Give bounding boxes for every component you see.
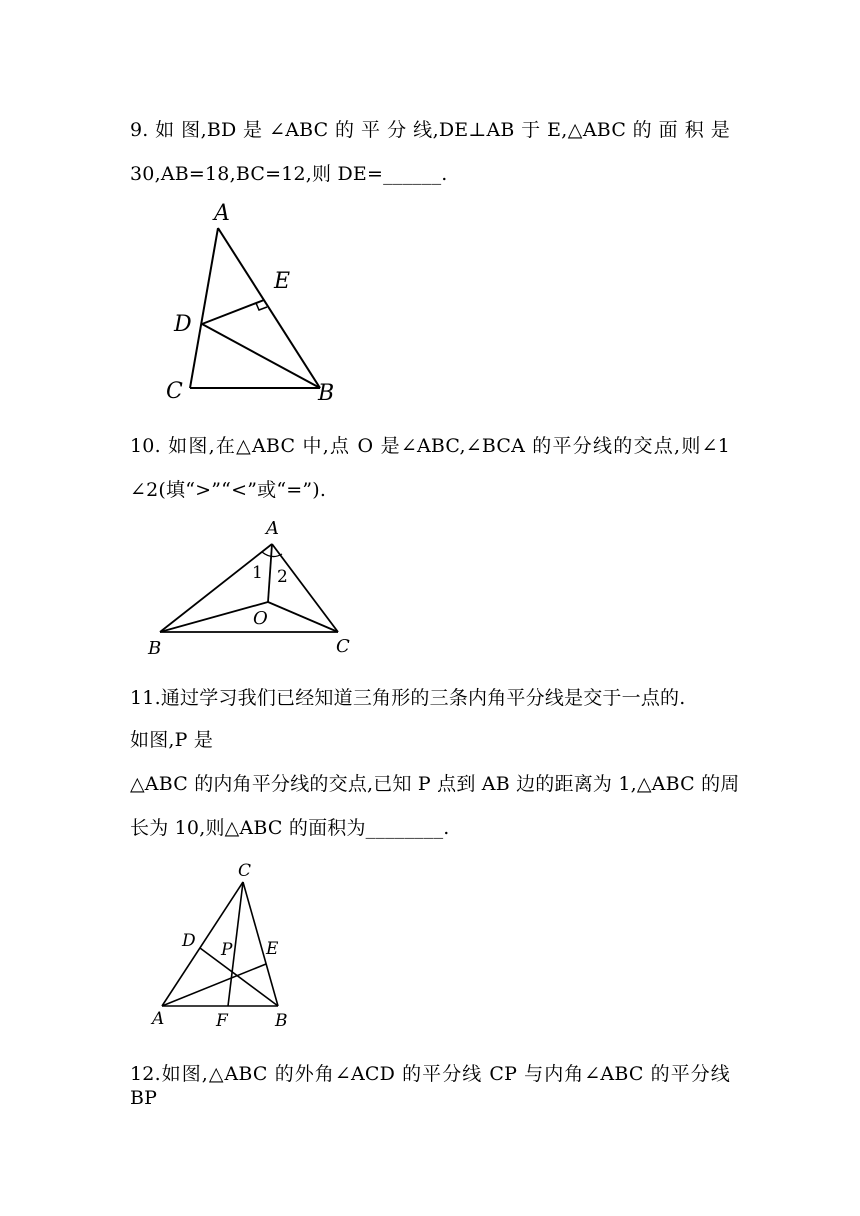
q11-label-f: F	[216, 1011, 228, 1031]
q10-label-c: C	[336, 636, 350, 657]
q10-text-line2: ∠2(填“>”“<”或“=”).	[130, 479, 327, 501]
q11-text-line4: 长为 10,则△ABC 的面积为________.	[130, 817, 450, 839]
q11-text-line1: 11.通过学习我们已经知道三角形的三条内角平分线是交于一点的.	[130, 687, 686, 709]
q11-text-line2: 如图,P 是	[130, 729, 214, 751]
q12-text-line1: 12.如图,△ABC 的外角∠ACD 的平分线 CP 与内角∠ABC 的平分线 BP	[130, 1063, 730, 1109]
q11-label-p: P	[221, 940, 233, 960]
q10-label-b: B	[148, 638, 162, 659]
q9-perpendicular-de	[202, 300, 264, 324]
q9-label-e: E	[274, 269, 291, 294]
q11-figure	[140, 856, 310, 1040]
q10-label-angle2: 2	[277, 567, 288, 587]
q9-figure	[160, 198, 360, 412]
q10-text-line1: 10. 如图,在△ABC 中,点 O 是∠ABC,∠BCA 的平分线的交点,则∠1	[130, 435, 730, 457]
q11-text-line3: △ABC 的内角平分线的交点,已知 P 点到 AB 边的距离为 1,△ABC 的周	[130, 773, 740, 795]
q9-side-ac	[190, 228, 218, 388]
q11-label-c: C	[238, 861, 252, 881]
q10-label-angle1: 1	[252, 563, 263, 583]
q11-label-e: E	[266, 939, 279, 959]
q9-bisector-bd	[202, 324, 320, 388]
q10-segment-ao	[268, 544, 272, 602]
q9-label-d: D	[174, 312, 192, 337]
q10-segment-bo	[160, 602, 268, 632]
q10-figure	[140, 514, 380, 668]
q9-text-line1: 9. 如 图,BD 是 ∠ABC 的 平 分 线,DE⊥AB 于 E,△ABC 的 面 积 是	[130, 119, 730, 141]
q11-label-d: D	[182, 931, 196, 951]
q11-label-b: B	[275, 1011, 288, 1031]
q9-label-c: C	[166, 379, 183, 404]
q10-label-o: O	[253, 608, 268, 629]
q11-label-a: A	[152, 1009, 165, 1029]
q9-label-a: A	[214, 201, 230, 226]
q10-label-a: A	[266, 518, 279, 539]
q9-side-ab	[218, 228, 320, 388]
q9-label-b: B	[318, 381, 335, 406]
q9-text-line2: 30,AB=18,BC=12,则 DE=______.	[130, 163, 448, 185]
